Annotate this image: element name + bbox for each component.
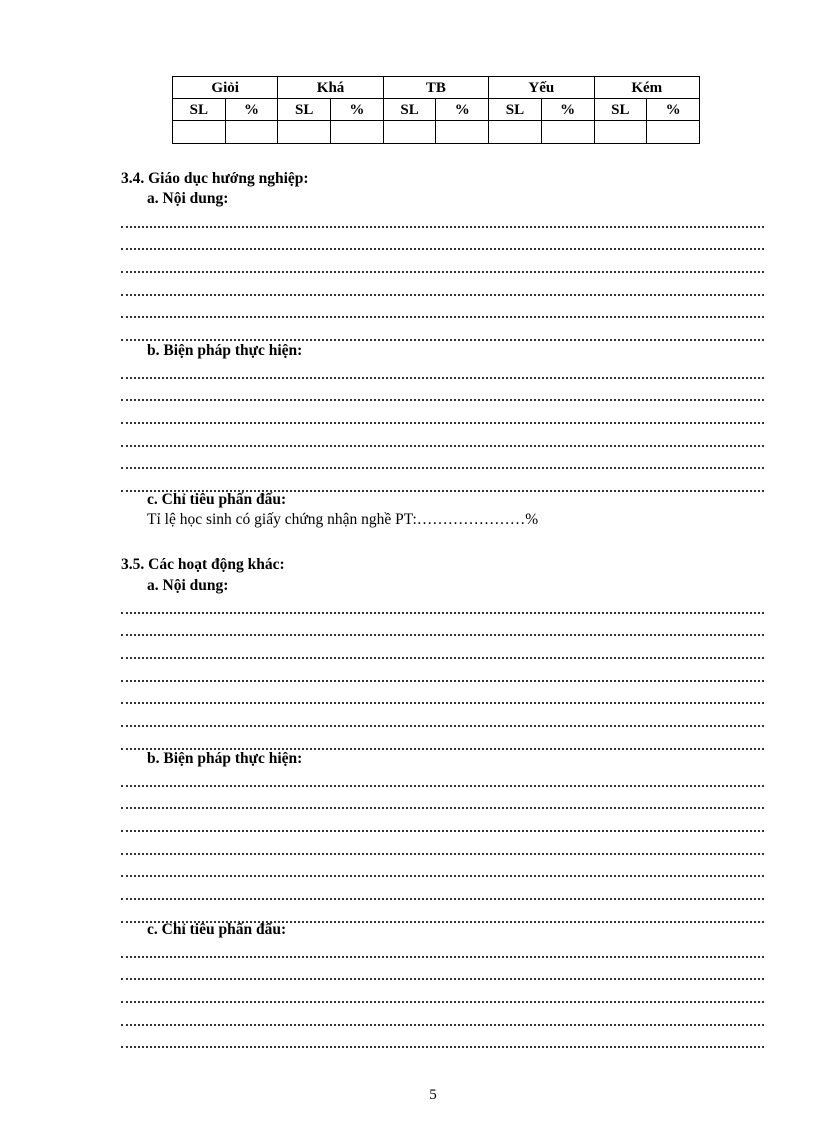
dotted-line[interactable] bbox=[121, 273, 764, 296]
subheader-cell: % bbox=[647, 99, 700, 121]
dotted-line[interactable] bbox=[121, 447, 764, 470]
dotted-line[interactable] bbox=[121, 379, 764, 402]
dotted-line[interactable] bbox=[121, 855, 764, 878]
section-3-5-content-lines[interactable] bbox=[121, 591, 764, 750]
dotted-line[interactable] bbox=[121, 900, 764, 923]
dotted-line[interactable] bbox=[121, 1026, 764, 1049]
section-3-5-measures-lines[interactable] bbox=[121, 764, 764, 923]
section-3-4-target-label: c. Chỉ tiêu phấn đấu: bbox=[147, 491, 287, 508]
dotted-line[interactable] bbox=[121, 318, 764, 341]
dotted-line[interactable] bbox=[121, 1003, 764, 1026]
section-3-4-heading: 3.4. Giáo dục hướng nghiệp: bbox=[121, 170, 309, 187]
grade-table-subheader-row bbox=[173, 99, 700, 121]
dotted-line[interactable] bbox=[121, 250, 764, 273]
empty-cell[interactable] bbox=[436, 121, 489, 144]
grade-table-empty-row bbox=[173, 121, 700, 144]
subheader-cell: SL bbox=[489, 99, 542, 121]
grade-header-kha: Khá bbox=[278, 77, 383, 99]
section-3-5-target-label: c. Chỉ tiêu phấn đấu: bbox=[147, 921, 287, 938]
dotted-line[interactable] bbox=[121, 704, 764, 727]
dotted-line[interactable] bbox=[121, 659, 764, 682]
dotted-line[interactable] bbox=[121, 401, 764, 424]
empty-cell[interactable] bbox=[647, 121, 700, 144]
dotted-line[interactable] bbox=[121, 935, 764, 958]
dotted-line[interactable] bbox=[121, 787, 764, 810]
subheader-cell: SL bbox=[594, 99, 647, 121]
subheader-cell: SL bbox=[278, 99, 331, 121]
grade-table bbox=[172, 76, 700, 144]
dotted-line[interactable] bbox=[121, 591, 764, 614]
dotted-line[interactable] bbox=[121, 958, 764, 981]
dotted-line[interactable] bbox=[121, 636, 764, 659]
empty-cell[interactable] bbox=[278, 121, 331, 144]
subheader-cell: SL bbox=[383, 99, 436, 121]
dotted-line[interactable] bbox=[121, 296, 764, 319]
dotted-line[interactable] bbox=[121, 980, 764, 1003]
empty-cell[interactable] bbox=[541, 121, 594, 144]
dotted-line[interactable] bbox=[121, 727, 764, 750]
dotted-line[interactable] bbox=[121, 809, 764, 832]
grade-header-gioi: Giỏi bbox=[173, 77, 278, 99]
section-3-5-target-lines[interactable] bbox=[121, 935, 764, 1048]
empty-cell[interactable] bbox=[594, 121, 647, 144]
dotted-line[interactable] bbox=[121, 424, 764, 447]
section-3-5-measures-label: b. Biện pháp thực hiện: bbox=[147, 750, 303, 767]
dotted-line[interactable] bbox=[121, 356, 764, 379]
dotted-line[interactable] bbox=[121, 205, 764, 228]
dotted-line[interactable] bbox=[121, 469, 764, 492]
dotted-line[interactable] bbox=[121, 832, 764, 855]
section-3-4-measures-lines[interactable] bbox=[121, 356, 764, 492]
section-3-5-heading: 3.5. Các hoạt động khác: bbox=[121, 556, 285, 573]
subheader-cell: SL bbox=[173, 99, 226, 121]
subheader-cell: % bbox=[331, 99, 384, 121]
grade-header-tb: TB bbox=[383, 77, 488, 99]
empty-cell[interactable] bbox=[489, 121, 542, 144]
dotted-line[interactable] bbox=[121, 228, 764, 251]
grade-header-yeu: Yếu bbox=[489, 77, 594, 99]
grade-header-kem: Kém bbox=[594, 77, 700, 99]
subheader-cell: % bbox=[541, 99, 594, 121]
section-3-4-content-label: a. Nội dung: bbox=[147, 190, 229, 207]
dotted-line[interactable] bbox=[121, 614, 764, 637]
empty-cell[interactable] bbox=[383, 121, 436, 144]
dotted-line[interactable] bbox=[121, 877, 764, 900]
page-number: 5 bbox=[429, 1087, 437, 1103]
empty-cell[interactable] bbox=[225, 121, 278, 144]
section-3-4-content-lines[interactable] bbox=[121, 205, 764, 341]
grade-table-header-row bbox=[173, 77, 700, 99]
vocational-certificate-rate[interactable]: Tỉ lệ học sinh có giấy chứng nhận nghề PT:…………………% bbox=[147, 511, 539, 528]
section-3-5-content-label: a. Nội dung: bbox=[147, 577, 229, 594]
dotted-line[interactable] bbox=[121, 682, 764, 705]
dotted-line[interactable] bbox=[121, 764, 764, 787]
subheader-cell: % bbox=[225, 99, 278, 121]
section-3-4-measures-label: b. Biện pháp thực hiện: bbox=[147, 342, 303, 359]
subheader-cell: % bbox=[436, 99, 489, 121]
empty-cell[interactable] bbox=[331, 121, 384, 144]
empty-cell[interactable] bbox=[173, 121, 226, 144]
